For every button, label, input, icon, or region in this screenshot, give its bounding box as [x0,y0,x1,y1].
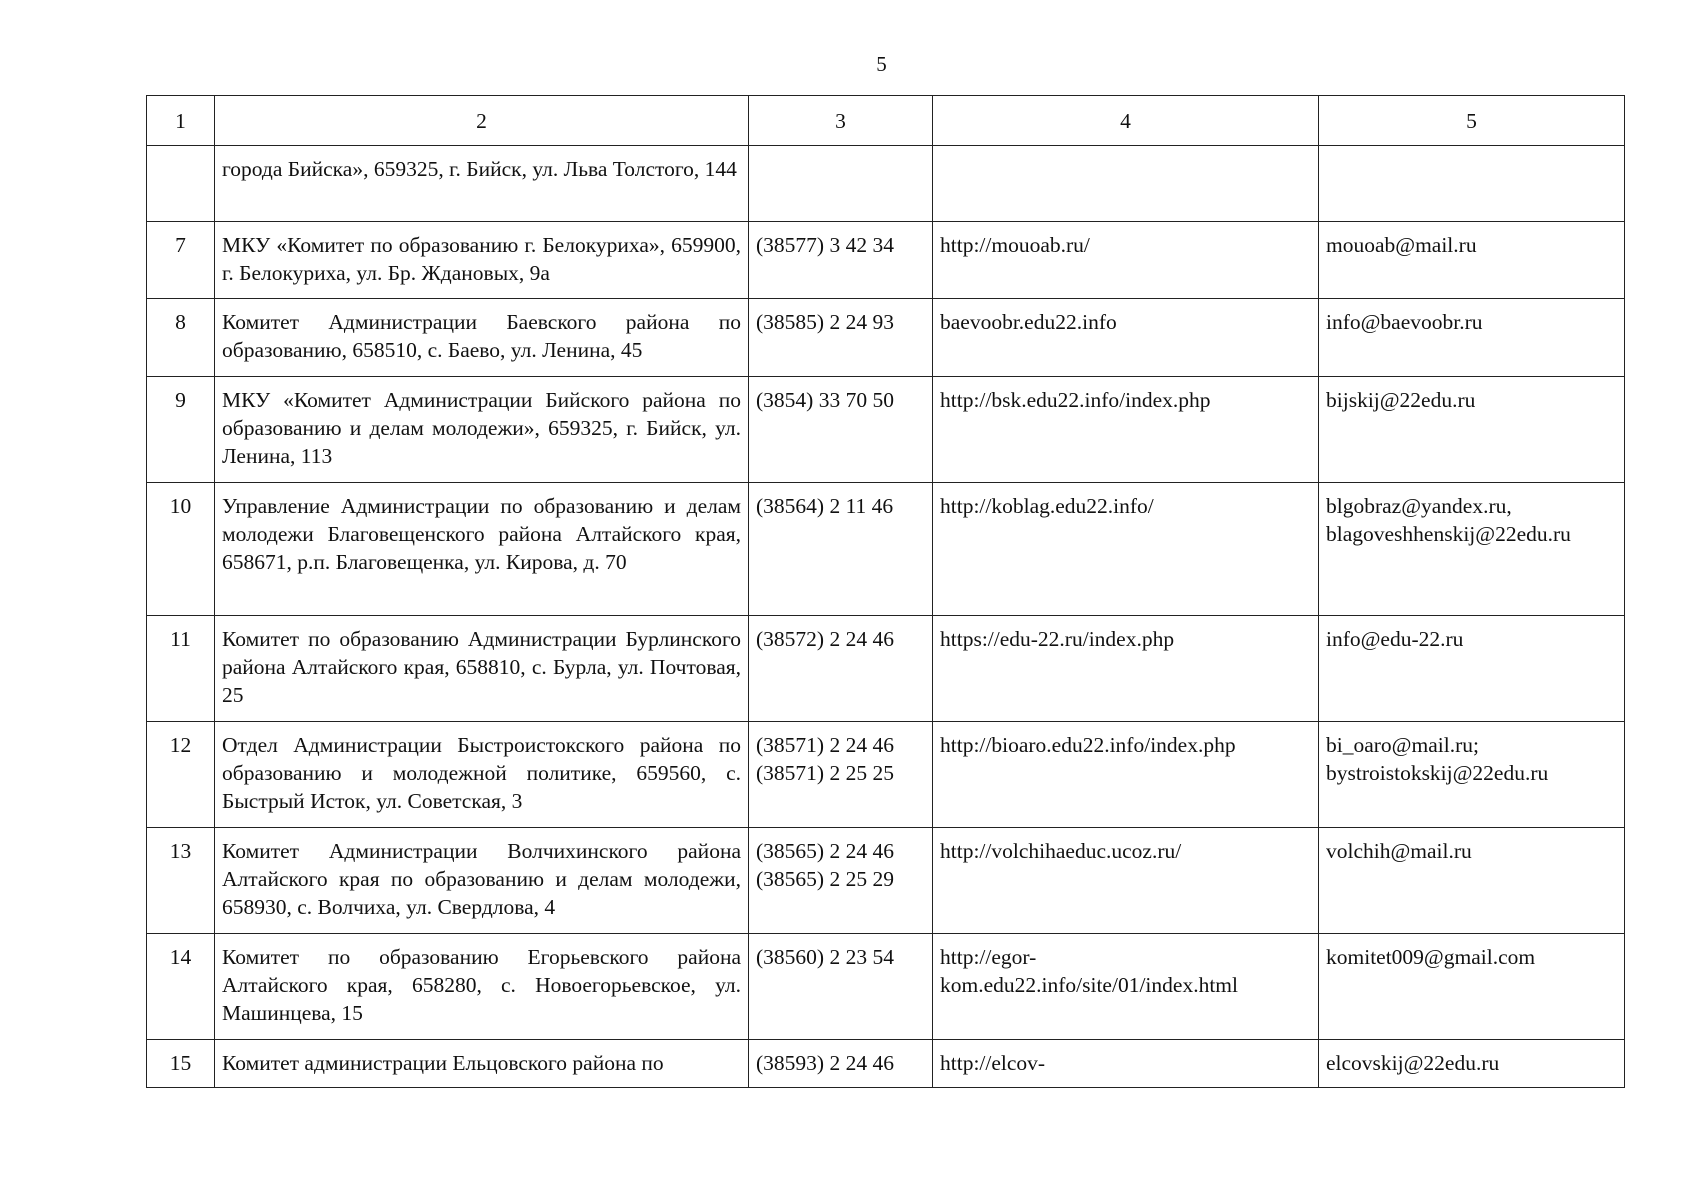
organization-cell: Комитет по образованию Администрации Бурлинского района Алтайского края, 658810, с. Бурла, ул. Почтовая, 25 [215,616,749,722]
row-number: 11 [147,616,215,722]
phone-cell [749,483,933,616]
phone: (38571) 2 25 25 [756,761,894,785]
row-number: 12 [147,722,215,828]
table-row [147,483,1625,616]
email-cell [1319,483,1625,616]
table-row [147,222,1625,299]
organization-cell: Отдел Администрации Быстроистокского района по образованию и молодежной политике, 659560, с. Быстрый Исток, ул. Советская, 3 [215,722,749,828]
website-cell [933,934,1319,1040]
email-link[interactable]: mouoab@mail.ru [1326,233,1477,257]
row-number: 7 [147,222,215,299]
email-link[interactable]: bystroistokskij@22edu.ru [1326,761,1549,785]
website-link[interactable]: http://egor- [940,945,1037,969]
website-link[interactable]: http://bioaro.edu22.info/index.php [940,733,1236,757]
phone: (38577) 3 42 34 [756,233,894,257]
phone: (38593) 2 24 46 [756,1051,894,1075]
email-link[interactable]: elcovskij@22edu.ru [1326,1051,1500,1075]
column-header: 1 [147,96,215,146]
website-cell [933,146,1319,222]
website-cell [933,299,1319,377]
organization-cell: МКУ «Комитет по образованию г. Белокуриха», 659900, г. Белокуриха, ул. Бр. Ждановых, 9а [215,222,749,299]
email-cell [1319,222,1625,299]
email-cell [1319,616,1625,722]
phone-cell [749,828,933,934]
email-cell [1319,299,1625,377]
email-link[interactable]: blgobraz@yandex.ru, [1326,494,1512,518]
phone-cell [749,1040,933,1088]
email-cell [1319,377,1625,483]
phone-cell [749,222,933,299]
website-link[interactable]: http://bsk.edu22.info/index.php [940,388,1211,412]
phone-cell [749,146,933,222]
website-link[interactable]: http://mouoab.ru/ [940,233,1090,257]
row-number: 9 [147,377,215,483]
website-cell [933,722,1319,828]
website-link[interactable]: https://edu-22.ru/index.php [940,627,1175,651]
website-link[interactable]: http://volchihaeduc.ucoz.ru/ [940,839,1182,863]
phone: (38564) 2 11 46 [756,494,894,518]
email-link[interactable]: bi_oaro@mail.ru; [1326,733,1479,757]
phone-cell [749,377,933,483]
phone: (38565) 2 24 46 [756,839,894,863]
row-number: 10 [147,483,215,616]
website-link[interactable]: baevoobr.edu22.info [940,310,1117,334]
row-number: 13 [147,828,215,934]
table-row [147,722,1625,828]
phone: (38560) 2 23 54 [756,945,894,969]
organization-cell: Комитет Администрации Волчихинского района Алтайского края по образованию и делам молодежи, 658930, с. Волчиха, ул. Свердлова, 4 [215,828,749,934]
phone: (38585) 2 24 93 [756,310,894,334]
email-cell [1319,828,1625,934]
organization-cell: Комитет администрации Ельцовского района по [215,1040,749,1088]
website-cell [933,483,1319,616]
education-committees-table [146,95,1625,1088]
website-link[interactable]: kom.edu22.info/site/01/index.html [940,973,1238,997]
column-header: 3 [749,96,933,146]
organization-cell: Управление Администрации по образованию и делам молодежи Благовещенского района Алтайского края, 658671, р.п. Благовещенка, ул. Кирова, д. 70 [215,483,749,616]
website-link[interactable]: http://elcov- [940,1051,1046,1075]
phone: (3854) 33 70 50 [756,388,894,412]
row-number: 15 [147,1040,215,1088]
page-number: 5 [876,52,887,76]
email-link[interactable]: bijskij@22edu.ru [1326,388,1476,412]
organization-cell: города Бийска», 659325, г. Бийск, ул. Льва Толстого, 144 [215,146,749,222]
phone: (38571) 2 24 46 [756,733,894,757]
email-link[interactable]: info@edu-22.ru [1326,627,1464,651]
table-row [147,616,1625,722]
website-cell [933,1040,1319,1088]
row-number: 8 [147,299,215,377]
email-cell [1319,1040,1625,1088]
organization-cell: Комитет Администрации Баевского района по образованию, 658510, с. Баево, ул. Ленина, 45 [215,299,749,377]
email-link[interactable]: blagoveshhenskij@22edu.ru [1326,522,1571,546]
table-row [147,934,1625,1040]
column-header: 2 [215,96,749,146]
organization-cell: МКУ «Комитет Администрации Бийского района по образованию и делам молодежи», 659325, г. Бийск, ул. Ленина, 113 [215,377,749,483]
header-row [147,96,1625,146]
phone-cell [749,934,933,1040]
phone: (38565) 2 25 29 [756,867,894,891]
email-cell [1319,722,1625,828]
table-row [147,1040,1625,1088]
website-cell [933,222,1319,299]
email-link[interactable]: volchih@mail.ru [1326,839,1472,863]
email-link[interactable]: komitet009@gmail.com [1326,945,1536,969]
email-cell [1319,146,1625,222]
website-cell [933,616,1319,722]
email-cell [1319,934,1625,1040]
table-row [147,299,1625,377]
website-link[interactable]: http://koblag.edu22.info/ [940,494,1154,518]
organization-cell: Комитет по образованию Егорьевского района Алтайского края, 658280, с. Новоегорьевское, ул. Машинцева, 15 [215,934,749,1040]
table-row [147,828,1625,934]
email-link[interactable]: info@baevoobr.ru [1326,310,1483,334]
table-row [147,146,1625,222]
phone: (38572) 2 24 46 [756,627,894,651]
row-number [147,146,215,222]
phone-cell [749,299,933,377]
website-cell [933,377,1319,483]
phone-cell [749,722,933,828]
row-number: 14 [147,934,215,1040]
website-cell [933,828,1319,934]
phone-cell [749,616,933,722]
column-header: 5 [1319,96,1625,146]
column-header: 4 [933,96,1319,146]
table-row [147,377,1625,483]
